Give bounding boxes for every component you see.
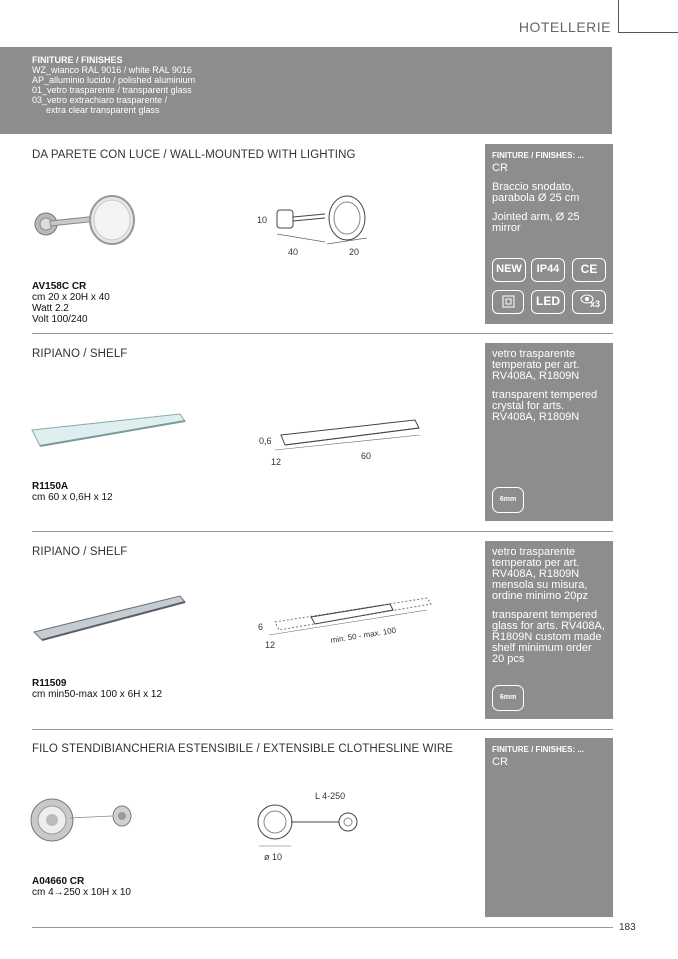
product-section-title: RIPIANO / SHELF — [32, 546, 128, 558]
section-divider — [32, 729, 613, 730]
page-number: 183 — [619, 922, 636, 933]
side-finishes-label: FINITURE / FINISHES: ... — [492, 151, 585, 160]
dim-depth: 12 — [265, 640, 276, 650]
side-text: transparent tempered crystal for arts. RV408A, R1809N — [492, 389, 598, 423]
product-specs — [32, 481, 113, 503]
dim-length: 40 — [288, 247, 299, 257]
finishes-title: FINITURE / FINISHES — [32, 55, 123, 65]
spec-line: cm min50-max 100 x 6H x 12 — [32, 689, 163, 700]
product-specs — [32, 678, 162, 700]
dim-depth: 12 — [271, 457, 282, 467]
product-section-title: DA PARETE CON LUCE / WALL-MOUNTED WITH LIGHTING — [32, 149, 356, 161]
mirror-icon — [494, 291, 523, 312]
product-side-panel — [485, 343, 613, 521]
footer-rule — [32, 927, 613, 928]
finish-line: WZ_wianco RAL 9016 / white RAL 9016 — [32, 65, 192, 75]
dim-height: 6 — [258, 622, 264, 632]
section-divider — [32, 333, 613, 334]
dim-thickness: 0,6 — [259, 436, 272, 446]
side-finishes-label: FINITURE / FINISHES: ... — [492, 745, 585, 754]
glass-shelf-drawing — [255, 415, 425, 470]
dim-length-range: L 4-250 — [315, 791, 346, 801]
side-text: Braccio snodato, parabola Ø 25 cm — [492, 181, 580, 204]
product-specs — [32, 876, 131, 898]
product-side-panel — [485, 541, 613, 719]
led-badge: LED — [531, 290, 565, 314]
clothesline-drawing — [255, 788, 370, 866]
clothesline-photo — [30, 792, 140, 847]
new-badge: NEW — [492, 258, 526, 282]
mirror-icon-badge — [492, 290, 524, 314]
finish-line: 03_vetro extrachiaro trasparente / — [32, 95, 168, 105]
side-text: transparent tempered glass for arts. RV408A, R1809N custom made shelf minimum order 20 pcs — [492, 609, 605, 665]
side-text: CR — [492, 162, 508, 174]
product-side-panel — [485, 738, 613, 917]
spec-line: cm 20 x 20H x 40 — [32, 292, 110, 303]
finish-line: 01_vetro trasparente / transparent glass — [32, 85, 192, 95]
dim-height: 10 — [257, 215, 268, 225]
spec-line: Volt 100/240 — [32, 314, 88, 325]
section-divider — [32, 531, 613, 532]
product-side-panel — [485, 144, 613, 324]
dim-length: 60 — [361, 451, 372, 461]
custom-shelf-drawing — [255, 590, 435, 652]
dim-diameter: ø 10 — [264, 852, 283, 862]
finish-line: AP_alluminio lucido / polished aluminium — [32, 75, 196, 85]
thickness-badge: 6mm — [492, 685, 524, 711]
side-text: vetro trasparente temperato per art. RV408A, R1809N — [492, 348, 580, 382]
side-text: CR — [492, 756, 508, 768]
mirror-photo — [30, 190, 140, 250]
section-title-hotellerie: HOTELLERIE — [518, 19, 611, 35]
spec-line: Watt 2.2 — [32, 303, 69, 314]
magnification-badge — [572, 290, 606, 314]
custom-shelf-photo — [30, 590, 190, 645]
thickness-badge: 6mm — [492, 487, 524, 513]
header-rule-vertical — [618, 0, 619, 33]
spec-line: cm 60 x 0,6H x 12 — [32, 492, 113, 503]
product-code: A04660 CR — [32, 876, 85, 887]
spec-line: cm 4→250 x 10H x 10 — [32, 887, 131, 898]
ce-mark-badge: CE — [572, 258, 606, 282]
ip44-badge: IP44 — [531, 258, 565, 282]
mirror-drawing — [255, 190, 375, 260]
finish-line: extra clear transparent glass — [46, 105, 160, 115]
product-code: AV158C CR — [32, 281, 87, 292]
product-code: R1150A — [32, 481, 69, 492]
product-code: R11509 — [32, 678, 67, 689]
finishes-legend — [0, 47, 612, 134]
side-text: Jointed arm, Ø 25 mirror — [492, 211, 580, 234]
glass-shelf-photo — [30, 408, 190, 453]
product-specs — [32, 281, 110, 325]
dim-width: 20 — [349, 247, 360, 257]
magnification-label: x3 — [590, 299, 601, 309]
product-section-title: FILO STENDIBIANCHERIA ESTENSIBILE / EXTENSIBLE CLOTHESLINE WIRE — [32, 743, 454, 755]
side-text: vetro trasparente temperato per art. RV408A, R1809N mensola su misura, ordine minimo 20pz — [492, 546, 588, 602]
product-section-title: RIPIANO / SHELF — [32, 348, 128, 360]
dim-length-range: min. 50 - max. 100 — [329, 625, 397, 645]
header-rule-horizontal — [618, 32, 678, 33]
